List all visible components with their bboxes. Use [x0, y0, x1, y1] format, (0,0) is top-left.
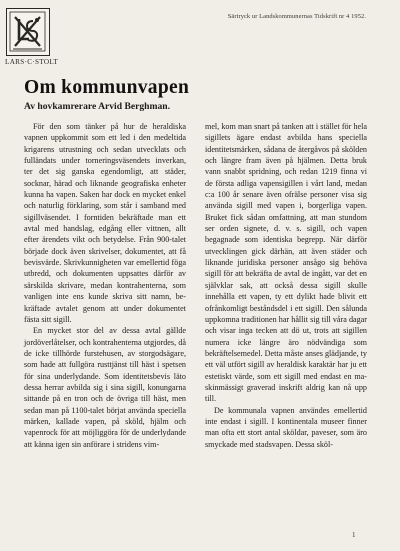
ex-libris-emblem: [6, 8, 50, 56]
paragraph: En mycket stor del av dessa avtal gällde jordöverlåtelser, och kontrahenterna utgjordes, då de icke tillhörde furstehusen, av storgodsägare, som hade att fullgöra rusttjänst till häst i spetsen för sina underlydande. Som identitetsbevis läto dessa herrar avbilda sig i sina sigill, konungarna sittande på en tron och de övriga till häst, men sedan man på 1100-talet börjat använda speciella märken, kallade vapen, på sköld, hjälm och vapenrock för att möjliggöra för de underlydande att känna igen sin anförare i stridens vim-: [24, 326, 186, 449]
paragraph: De kommunala vapnen användes emellertid inte endast i sigill. I kontinentala museer finner man ofta ett stort antal sköldar, paveser, som äro smyckade med stadsvapen. Dessa sköl-: [205, 405, 367, 449]
article-byline: Av hovkamrerare Arvid Berghman.: [24, 101, 171, 112]
left-column: [24, 121, 186, 450]
article-title: Om kommunvapen: [24, 77, 190, 98]
reprint-notice: Särtryck ur Landskommunernas Tidskrift nr 4 1952.: [227, 13, 366, 20]
right-column: [205, 121, 367, 450]
page-number: 1: [352, 531, 356, 539]
paragraph: För den som tänker på hur de heraldiska vapnen uppkommit som ett led i den medeltida krigarens utrustning och sedan utvecklats och fulländats under torneringsväsendets inverkan, ter det sig ganska egendomligt, att städer, socknar, härad och liknande geografiska enheter kunna ha vapen. Saken har dock en mycket enkel och naturlig förklaring, som står i samband med sigillväsendet. I forntiden bekräftade man ett avtal med handslag, edgång eller vittnen, allt efter ärendets vikt och betydelse. Från 900-talet började dock även skrivelser, dokumentet, att få bevisvärde. Skrivkunnigheten var emellertid föga utbredd, och dokumenten uppsattes därför av särskilda skrivare, medan kontrahenterna, som vanligen inte ens kunde skriva sitt namn, bekräftade avtalet genom att under dokumentet fästa sitt sigill.: [24, 122, 186, 324]
monogram-icon: [7, 9, 48, 54]
paragraph: mel, kom man snart på tanken att i stället för hela sigillets ägare endast avbilda hans speciella identitetsmärken, sådana de återgåvos på skölden och längre fram även på hjälmen. Detta bruk vann snabbt spridning, och redan 1219 finna vi de första adliga vapensigillen i vårt land, medan c:a 100 år senare även ofrälse personer visa sig använda sigill med vapen i, borgerliga vapen. Bruket fick sådan omfattning, att man stundom ser orden signete, d. v. s. sigill, och vapen begagnade som identiska begrepp. När därför utvecklingen gick därhän, att även städer och liknande juridiska personer ansågo sig behöva sigill för att bekräfta de avtal de ingått, var det en självklar sak, att också dessa sigill skulle innehålla ett vapen, ty ett dylikt hade blivit ett ofrånkomligt beståndsdel i ett sigill. Den sålunda uppkomna traditionen har hållit sig till våra dagar och visar inga tecken att dö ut, trots att sigillen numera icke längre äro nödvändiga som bekräftelsemedel. Detta måste anses glädjande, ty ett väl utfört sigill av heraldisk karaktär har ju ett estetiskt värde, som ett sigill med endast en maskinmässigt graverad inskrift aldrig kan nå upp till.: [205, 122, 367, 404]
ex-libris-owner: LARS·C·STOLT: [5, 58, 59, 66]
ex-libris-stamp: [5, 8, 59, 66]
